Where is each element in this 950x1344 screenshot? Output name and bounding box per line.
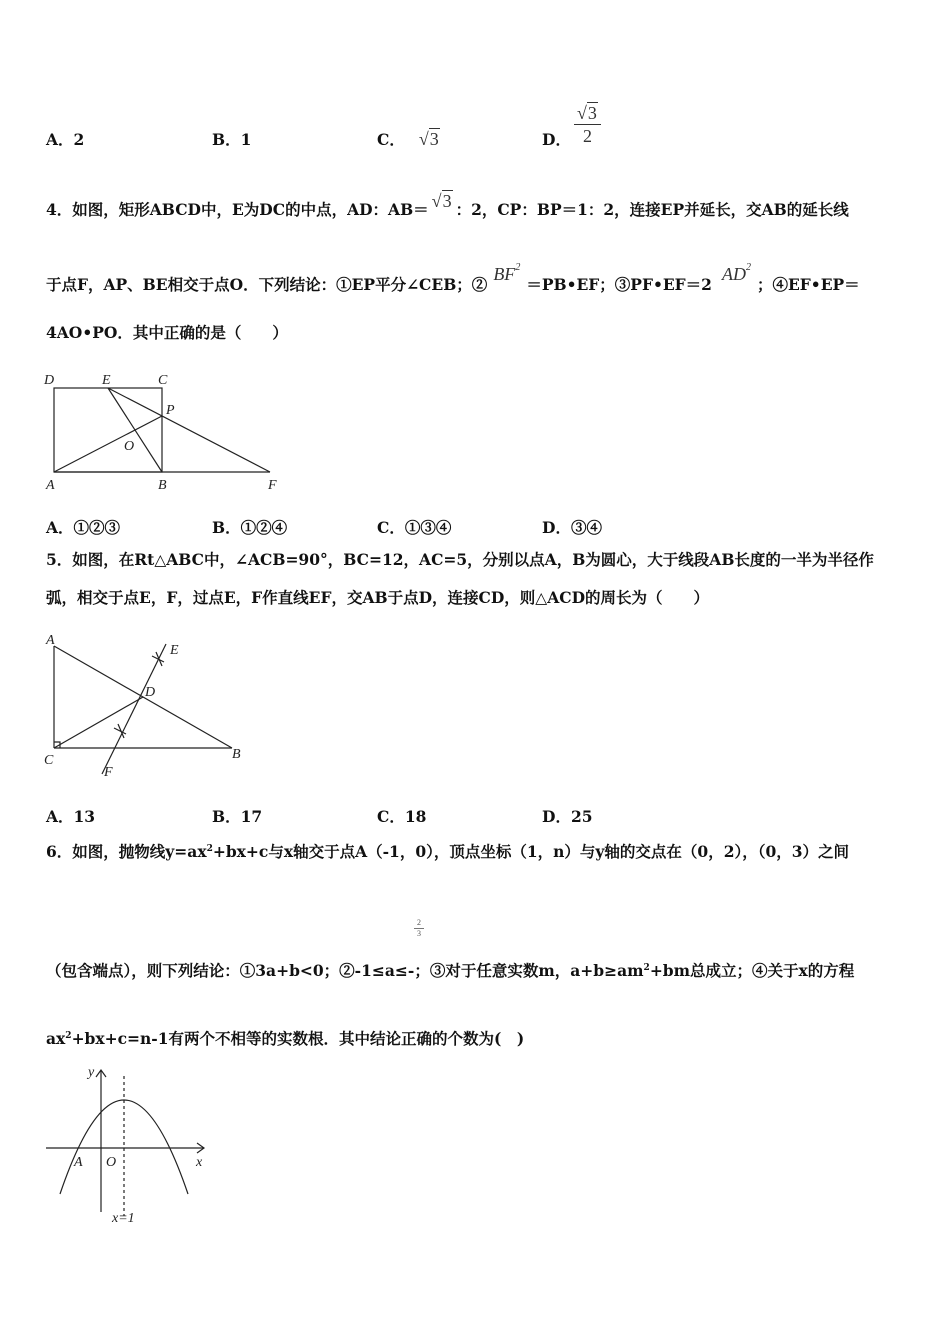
q4-line2-c: ；④EF•EP＝ bbox=[756, 275, 860, 294]
q5-label-b: B bbox=[232, 747, 241, 762]
q5-label-f: F bbox=[104, 765, 113, 780]
q6-small-frac-num: 2 bbox=[414, 918, 424, 929]
q6-line3-sup: 2 bbox=[65, 1031, 72, 1041]
q5-line-1: 5．如图，在Rt△ABC中，∠ACB=90°，BC=12，AC=5，分别以点A，B为圆心，大于线段AB长度的一半为半径作 bbox=[46, 550, 874, 569]
q6-line3-a: ax bbox=[46, 1029, 66, 1049]
q6-line1-b: +bx+c与x轴交于点A（-1，0），顶点坐标（1，n）与y轴的交点在（0，2），（0，3）之间 bbox=[212, 842, 850, 862]
q4-line2-a: 于点F，AP、BE相交于点O．下列结论：①EP平分∠CEB；② bbox=[46, 275, 488, 294]
q5-option-c: C．18 bbox=[377, 807, 427, 826]
q5-label-c: C bbox=[44, 753, 54, 768]
q4-line1-b: ：2，CP：BP＝1：2，连接EP并延长，交AB的延长线 bbox=[455, 200, 849, 219]
q5-label-d: D bbox=[145, 685, 156, 700]
q6-line-3 bbox=[46, 1026, 524, 1049]
q3-option-a: A．2 bbox=[46, 130, 85, 149]
q4-line-1: 4．如图，矩形ABCD中，E为DC的中点，AD：AB＝ √3 ：2，CP：BP＝1：2，连接EP并延长，交AB的延长线 bbox=[46, 191, 849, 219]
q3-option-d-fraction: $\frac{√3}{2}$ bbox=[574, 102, 601, 147]
q4-line-2 bbox=[46, 262, 860, 298]
q4-label-d: D bbox=[44, 373, 55, 388]
q5-option-d: D．25 bbox=[542, 807, 593, 826]
q3-d-den: 2 bbox=[582, 126, 592, 146]
q4-line-ap bbox=[54, 416, 162, 472]
q6-line2-b: +bm总成立；④关于x的方程 bbox=[649, 961, 855, 981]
q5-line-cd bbox=[54, 697, 143, 748]
q5-line-2: 弧，相交于点E，F，过点E，F作直线EF，交AB于点D，连接CD，则△ACD的周长为（ ） bbox=[46, 588, 710, 607]
q6-label-y: y bbox=[88, 1065, 95, 1080]
q6-figure bbox=[40, 1062, 215, 1227]
q4-option-c: C．①③④ bbox=[377, 518, 452, 537]
q4-label-p: P bbox=[166, 403, 175, 418]
q4-label-f: F bbox=[268, 478, 277, 493]
q6-line1-sup: 2 bbox=[206, 844, 213, 854]
q4-rectangle bbox=[54, 388, 162, 472]
q6-line2-a: （包含端点），则下列结论：①3a+b<0；②-1≤a≤-；③对于任意实数m，a+b≥am bbox=[46, 961, 644, 981]
q5-label-e: E bbox=[170, 643, 179, 658]
q6-line1-a: 6．如图，抛物线y=ax bbox=[46, 842, 207, 862]
q3-option-c: C． √3 bbox=[377, 129, 439, 149]
q4-label-a: A bbox=[46, 478, 55, 493]
q4-label-o: O bbox=[124, 439, 135, 454]
q4-option-d: D．③④ bbox=[542, 518, 602, 537]
q5-figure bbox=[40, 630, 255, 785]
q6-label-x-eq-1: x=1 bbox=[112, 1211, 135, 1226]
q3-d-num-radicand: 3 bbox=[587, 103, 597, 123]
q6-line3-b: +bx+c=n-1有两个不相等的实数根．其中结论正确的个数为( ) bbox=[71, 1029, 525, 1049]
q4-line-be bbox=[108, 388, 162, 472]
q4-label-e: E bbox=[102, 373, 111, 388]
q5-arc-mark-f bbox=[114, 724, 126, 738]
q6-label-a: A bbox=[74, 1155, 83, 1170]
q3-option-b: B．1 bbox=[212, 130, 252, 149]
q4-option-b: B．①②④ bbox=[212, 518, 288, 537]
q5-option-a: A．13 bbox=[46, 807, 96, 826]
q4-option-a: A．①②③ bbox=[46, 518, 121, 537]
q4-label-b: B bbox=[158, 478, 167, 493]
q6-line2-sup: 2 bbox=[643, 963, 650, 973]
q3-option-c-label: C． bbox=[377, 130, 405, 149]
q5-line-ef bbox=[102, 644, 166, 774]
q5-label-a: A bbox=[46, 633, 55, 648]
q6-line-1 bbox=[46, 839, 849, 862]
q4-label-c: C bbox=[158, 373, 168, 388]
q4-line-ef bbox=[108, 388, 270, 472]
q4-sqrt-radicand: 3 bbox=[442, 191, 452, 211]
q6-small-frac-den: 3 bbox=[417, 929, 421, 938]
q6-label-o: O bbox=[106, 1155, 117, 1170]
q4-line1-a: 4．如图，矩形ABCD中，E为DC的中点，AD：AB＝ bbox=[46, 200, 429, 219]
q4-ad-exp: 2 bbox=[745, 262, 751, 273]
q3-option-d bbox=[542, 128, 571, 150]
q6-small-fraction bbox=[414, 918, 424, 939]
q4-line2-b: ＝PB•EF；③PF•EF＝2 bbox=[526, 275, 712, 294]
q6-line-2 bbox=[46, 958, 854, 981]
q4-ad: AD bbox=[721, 264, 746, 284]
q3-option-d-label: D． bbox=[542, 130, 571, 149]
q4-bf: BF bbox=[493, 264, 516, 284]
q5-arc-mark-e bbox=[152, 652, 164, 666]
q4-figure bbox=[40, 368, 290, 496]
q5-option-b: B．17 bbox=[212, 807, 263, 826]
q3-option-c-radicand: 3 bbox=[429, 129, 439, 149]
q4-line-3: 4AO•PO．其中正确的是（ ） bbox=[46, 323, 288, 342]
q4-bf-exp: 2 bbox=[515, 262, 521, 273]
q6-label-x: x bbox=[196, 1155, 203, 1170]
